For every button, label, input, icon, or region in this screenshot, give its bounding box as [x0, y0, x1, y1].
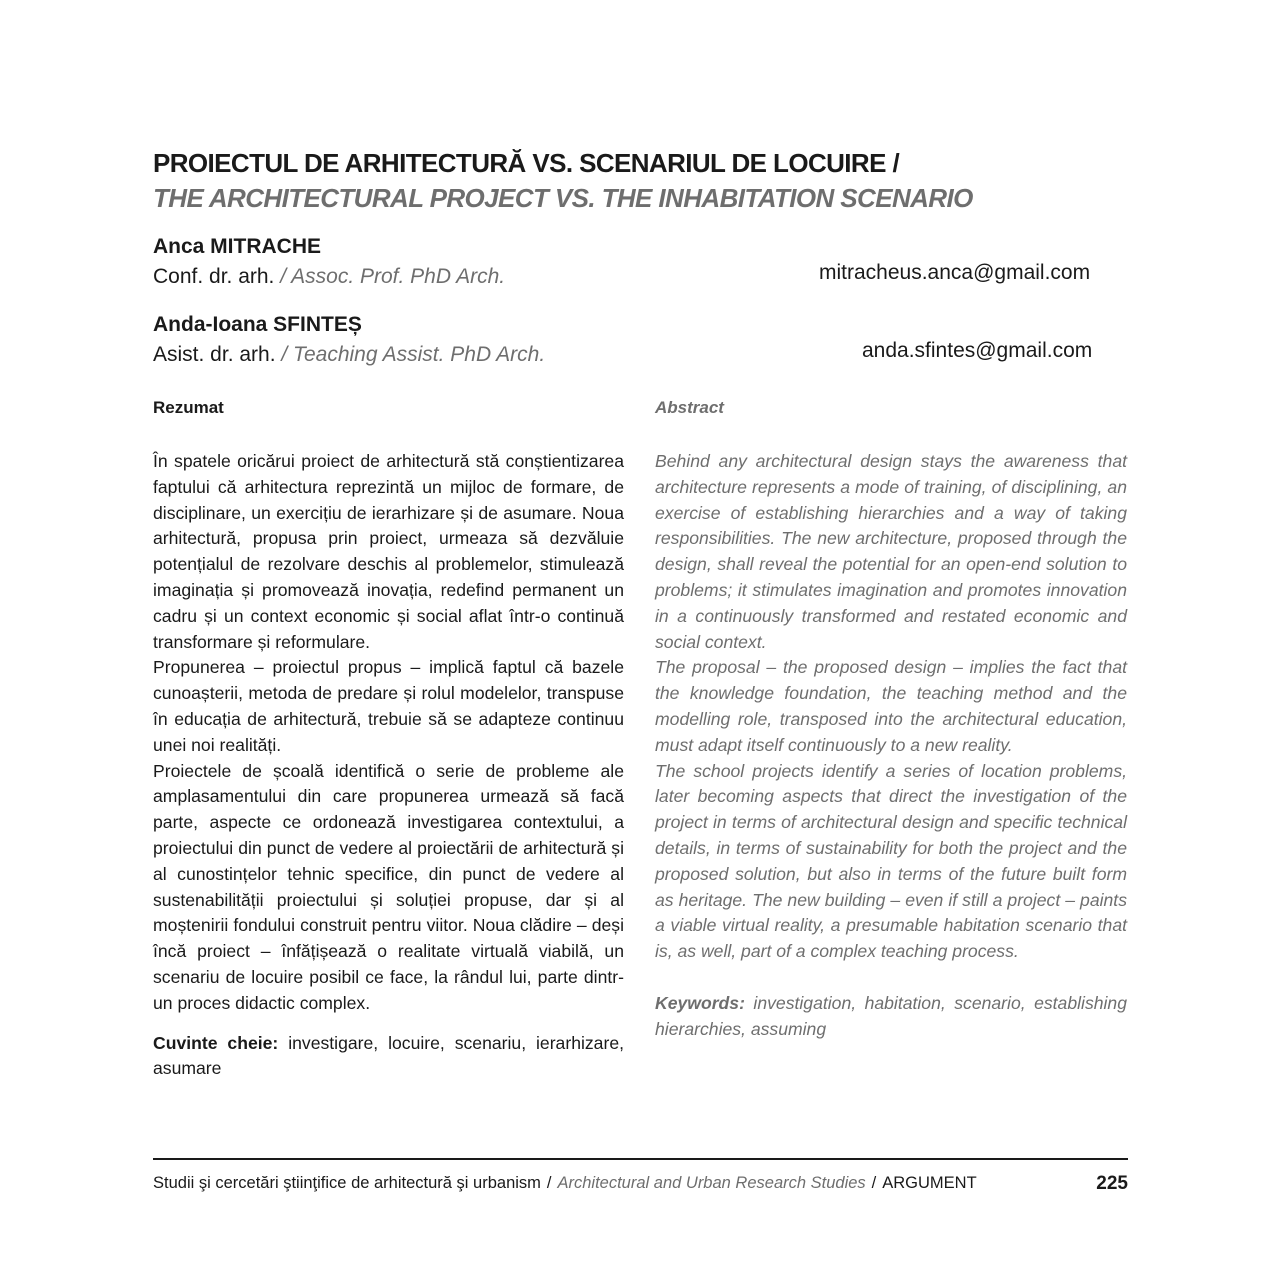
footer-separator: /	[546, 1174, 552, 1192]
author-2-role-en: / Teaching Assist. PhD Arch.	[281, 343, 546, 366]
rezumat-paragraph: Propunerea – proiectul propus – implică faptul că bazele cunoașterii, metoda de predare și rolul modelelor, transpuse în educația de arhitectură, trebuie să se adapteze continuu unei noi realități.	[153, 657, 624, 755]
rezumat-keywords-label: Cuvinte cheie:	[153, 1032, 279, 1053]
author-1-role-en: / Assoc. Prof. PhD Arch.	[280, 265, 506, 288]
footer-divider	[153, 1158, 1128, 1160]
page-number: 225	[1096, 1173, 1128, 1194]
author-2-name: Anda-Ioana SFINTEȘ	[153, 313, 362, 336]
author-1-role-ro: Conf. dr. arh.	[153, 265, 275, 288]
abstract-keywords	[655, 991, 1127, 1043]
author-2-email[interactable]: anda.sfintes@gmail.com	[862, 339, 1093, 362]
author-2-role	[153, 343, 545, 367]
rezumat-keywords	[153, 1031, 624, 1083]
rezumat-paragraph: Proiectele de școală identifică o serie de probleme ale amplasamentului din care propunerea urmează să facă parte, aspecte ce ordonează investigarea contextului, a proiectului din punct de vedere al proiectării de arhitectură și al cunostințelor tehnic specifice, din punct de vedere al sustenabilității proiectului și soluției propuse, dar și al moștenirii fondului construit pentru viitor. Noua clădire – deși încă proiect – înfățișează o realitate virtuală viabilă, un scenariu de locuire posibil ce face, la rândul lui, parte dintr-un proces didactic complex.	[153, 760, 624, 1013]
author-2-role-ro: Asist. dr. arh.	[153, 343, 276, 366]
abstract-heading: Abstract	[655, 398, 724, 417]
abstract-column	[655, 449, 1127, 1043]
page-footer	[153, 1174, 1128, 1198]
title-english: THE ARCHITECTURAL PROJECT VS. THE INHABITATION SCENARIO	[153, 183, 973, 213]
rezumat-column	[153, 449, 624, 1082]
abstract-keywords-label: Keywords:	[655, 992, 745, 1013]
footer-journal-ro: Studii şi cercetări ştiinţifice de arhitectură şi urbanism	[153, 1174, 541, 1192]
abstract-paragraph: The school projects identify a series of location problems, later becoming aspects that direct the investigation of the project in terms of architectural design and specific technical details, in terms of sustainability for both the project and the proposed solution, but also in terms of the future built form as heritage. The new building – even if still a project – paints a viable virtual reality, a presumable habitation scenario that is, as well, part of a complex teaching process.	[655, 760, 1127, 962]
footer-journal-en: Architectural and Urban Research Studies	[557, 1174, 866, 1192]
abstract-keywords-text: investigation, habitation, scenario, establishing hierarchies, assuming	[655, 992, 1127, 1039]
footer-section: ARGUMENT	[882, 1174, 977, 1192]
author-1-role	[153, 265, 505, 289]
title-romanian: PROIECTUL DE ARHITECTURĂ VS. SCENARIUL DE LOCUIRE /	[153, 148, 900, 178]
author-1-email[interactable]: mitracheus.anca@gmail.com	[819, 261, 1091, 284]
rezumat-paragraph: În spatele oricărui proiect de arhitectură stă conștientizarea faptului că arhitectura reprezintă un mijloc de formare, de disciplinare, un exercițiu de ierarhizare și de asumare. Noua arhitectură, propusa prin proiect, urmeaza să dezvăluie potențialul de rezolvare deschis al problemelor, stimulează imaginația și promovează inovația, redefind permanent un cadru și un context economic și social aflat într-o continuă transformare și reformulare.	[153, 451, 624, 652]
footer-separator: /	[871, 1174, 877, 1192]
rezumat-keywords-text: investigare, locuire, scenariu, ierarhizare, asumare	[153, 1032, 625, 1079]
abstract-paragraph: The proposal – the proposed design – implies the fact that the knowledge foundation, the teaching method and the modelling role, transposed into the architectural education, must adapt itself continuously to a new reality.	[655, 657, 1127, 755]
author-1-name: Anca MITRACHE	[153, 235, 322, 258]
abstract-paragraph: Behind any architectural design stays the awareness that architecture represents a mode of training, of disciplining, an exercise of establishing hierarchies and a way of taking responsibilities. The new architecture, proposed through the design, shall reveal the potential for an open-end solution to problems; it stimulates imagination and promotes innovation in a continuously transformed and restated economic and social context.	[655, 451, 1127, 652]
rezumat-heading: Rezumat	[153, 398, 224, 417]
